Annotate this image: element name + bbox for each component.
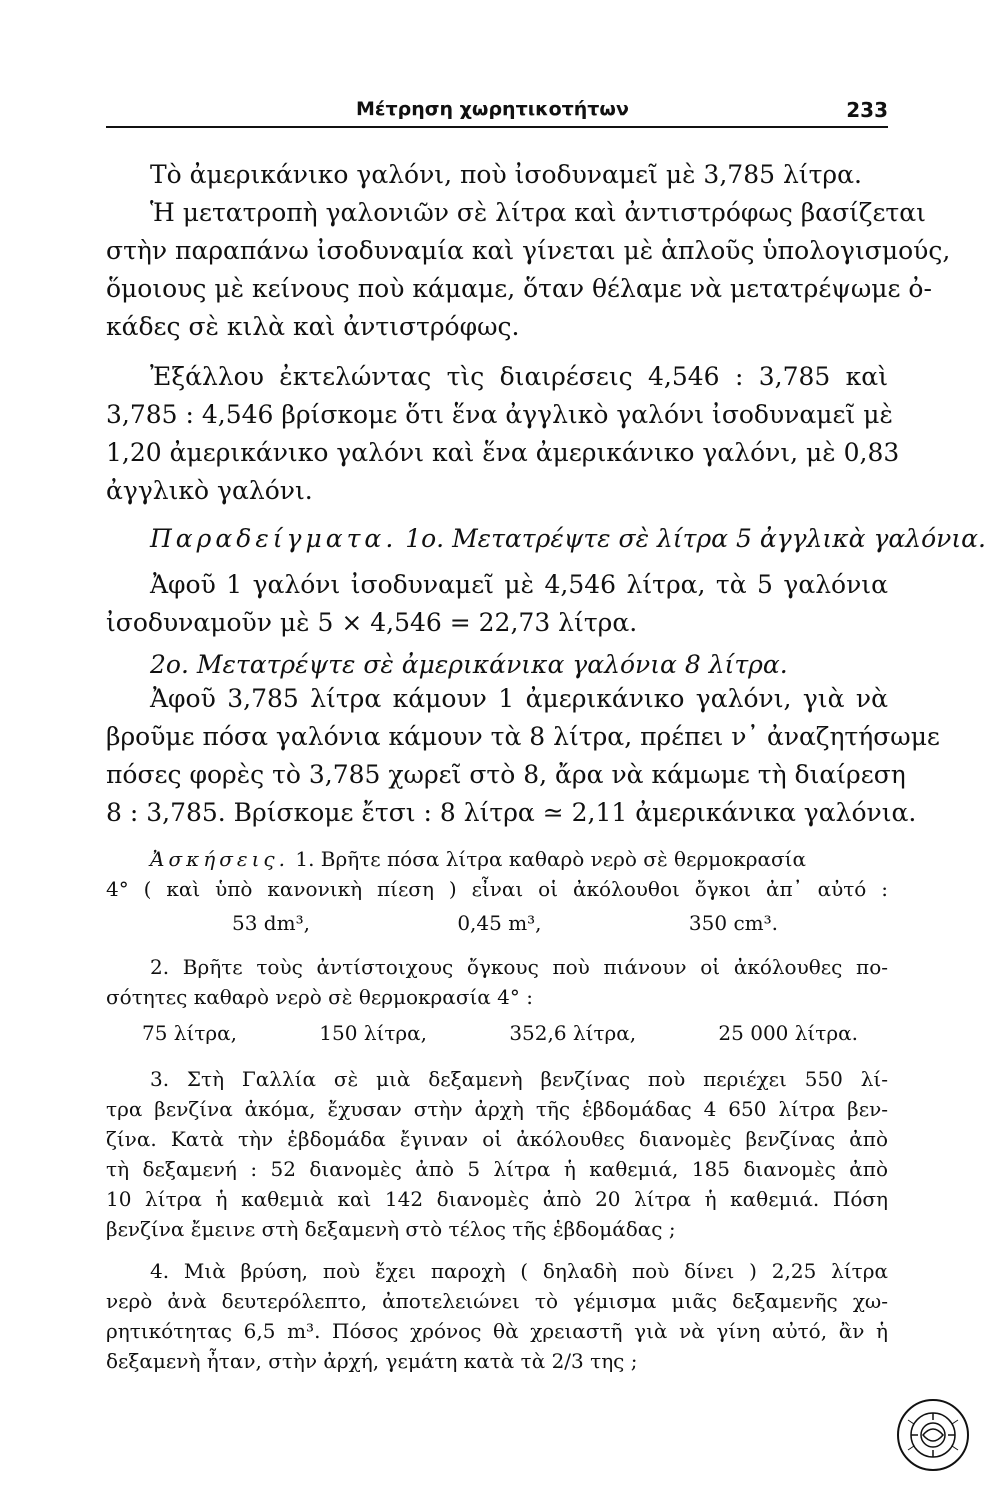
exercises-label: Ἀσκήσεις. [150, 847, 289, 871]
volume-value: 25 000 λίτρα. [718, 1021, 858, 1045]
text-line: δεξαμενὴ ἦταν, στὴν ἀρχή, γεμάτη κατὰ τὰ 2/3 της ; [106, 1349, 638, 1373]
text-line: στὴν παραπάνω ἰσοδυναμία καὶ γίνεται μὲ ἁπλοῦς ὑπολογισμούς, [106, 236, 951, 265]
text-line: Ἡ μετατροπὴ γαλονιῶν σὲ λίτρα καὶ ἀντιστρόφως βασίζεται [150, 198, 926, 227]
text-line: 3. Στὴ Γαλλία σὲ μιὰ δεξαμενὴ βενζίνας ποὺ περιέχει 550 λί- [150, 1067, 888, 1091]
header-rule [106, 126, 888, 128]
text-line: βενζίνα ἔμεινε στὴ δεξαμενὴ στὸ τέλος τῆς ἑβδομάδας ; [106, 1217, 676, 1241]
volumes-row-2 [106, 1018, 888, 1048]
text-line: τὴ δεξαμενή : 52 διανομὲς ἀπὸ 5 λίτρα ἡ καθεμιά, 185 διανομὲς ἀπὸ [106, 1157, 888, 1181]
volume-value: 350 cm³. [688, 911, 778, 935]
example-2-title: 2ο. Μετατρέψτε σὲ ἀμερικάνικα γαλόνια 8 λίτρα. [150, 650, 788, 679]
example-1-title: 1ο. Μετατρέψτε σὲ λίτρα 5 ἀγγλικὰ γαλόνια. [405, 524, 986, 553]
volumes-row-1 [106, 908, 888, 938]
text-line: νερὸ ἀνὰ δευτερόλεπτο, ἀποτελειώνει τὸ γέμισμα μιᾶς δεξαμενῆς χω- [106, 1289, 888, 1313]
volume-value: 150 λίτρα, [319, 1021, 428, 1045]
example-heading [106, 522, 986, 556]
text-line: κάδες σὲ κιλὰ καὶ ἀντιστρόφως. [106, 312, 520, 341]
text-line: 4. Μιὰ βρύση, ποὺ ἔχει παροχὴ ( δηλαδὴ ποὺ δίνει ) 2,25 λίτρα [150, 1259, 888, 1283]
exercise-1-heading [106, 844, 888, 874]
volume-value: 0,45 m³, [457, 911, 542, 935]
text-line: 1,20 ἀμερικάνικο γαλόνι καὶ ἕνα ἀμερικάνικο γαλόνι, μὲ 0,83 [106, 438, 900, 467]
text-line: Ἀφοῦ 3,785 λίτρα κάμουν 1 ἀμερικάνικο γαλόνι, γιὰ νὰ [150, 684, 888, 713]
text-line: σότητες καθαρὸ νερὸ σὲ θερμοκρασία 4° : [106, 985, 533, 1009]
text-line: 8 : 3,785. Βρίσκομε ἔτσι : 8 λίτρα ≃ 2,11 ἀμερικάνικα γαλόνια. [106, 798, 917, 827]
volume-value: 75 λίτρα, [142, 1021, 238, 1045]
text-line: 4° ( καὶ ὑπὸ κανονικὴ πίεση ) εἶναι οἱ ἀκόλουθοι ὄγκοι ἀπ᾽ αὐτό : [106, 877, 888, 901]
text-line: βροῦμε πόσα γαλόνια κάμουν τὰ 8 λίτρα, πρέπει ν᾽ ἀναζητήσωμε [106, 722, 940, 751]
page-number: 233 [846, 98, 888, 122]
text-line: 10 λίτρα ἡ καθεμιὰ καὶ 142 διανομὲς ἀπὸ 20 λίτρα ἡ καθεμιά. Πόση [106, 1187, 888, 1211]
text-line: ρητικότητας 6,5 m³. Πόσος χρόνος θὰ χρειαστῆ γιὰ νὰ γίνη αὐτό, ἂν ἡ [106, 1319, 888, 1343]
volume-value: 53 dm³, [232, 911, 310, 935]
text-line: 3,785 : 4,546 βρίσκομε ὅτι ἕνα ἀγγλικὸ γαλόνι ἰσοδυναμεῖ μὲ [106, 400, 893, 429]
running-title: Μέτρηση χωρητικοτήτων [356, 98, 629, 120]
page-header [106, 96, 888, 130]
exercise-1-text: 1. Βρῆτε πόσα λίτρα καθαρὸ νερὸ σὲ θερμοκρασία [295, 847, 806, 871]
text-line: ζίνα. Κατὰ τὴν ἑβδομάδα ἔγιναν οἱ ἀκόλουθες διανομὲς βενζίνας ἀπὸ [106, 1127, 888, 1151]
volume-value: 352,6 λίτρα, [509, 1021, 637, 1045]
text-line: τρα βενζίνα ἀκόμα, ἔχυσαν στὴν ἀρχὴ τῆς ἑβδομάδας 4 650 λίτρα βεν- [106, 1097, 888, 1121]
text-line: πόσες φορὲς τὸ 3,785 χωρεῖ στὸ 8, ἄρα νὰ κάμωμε τὴ διαίρεση [106, 760, 906, 789]
text-line: Τὸ ἀμερικάνικο γαλόνι, ποὺ ἰσοδυναμεῖ μὲ 3,785 λίτρα. [150, 160, 862, 189]
text-line: ὅμοιους μὲ κείνους ποὺ κάμαμε, ὅταν θέλαμε νὰ μετατρέψωμε ὀ- [106, 274, 932, 303]
text-line: Ἐξάλλου ἐκτελώντας τὶς διαιρέσεις 4,546 : 3,785 καὶ [150, 362, 888, 391]
text-line: Ἀφοῦ 1 γαλόνι ἰσοδυναμεῖ μὲ 4,546 λίτρα, τὰ 5 γαλόνια [150, 570, 888, 599]
text-line: 2. Βρῆτε τοὺς ἀντίστοιχους ὄγκους ποὺ πιάνουν οἱ ἀκόλουθες πο- [150, 955, 888, 979]
publisher-seal-icon [896, 1398, 970, 1472]
examples-label: Παραδείγματα. [150, 524, 398, 553]
text-line: ἰσοδυναμοῦν μὲ 5 × 4,546 = 22,73 λίτρα. [106, 608, 638, 637]
text-line: ἀγγλικὸ γαλόνι. [106, 476, 313, 505]
